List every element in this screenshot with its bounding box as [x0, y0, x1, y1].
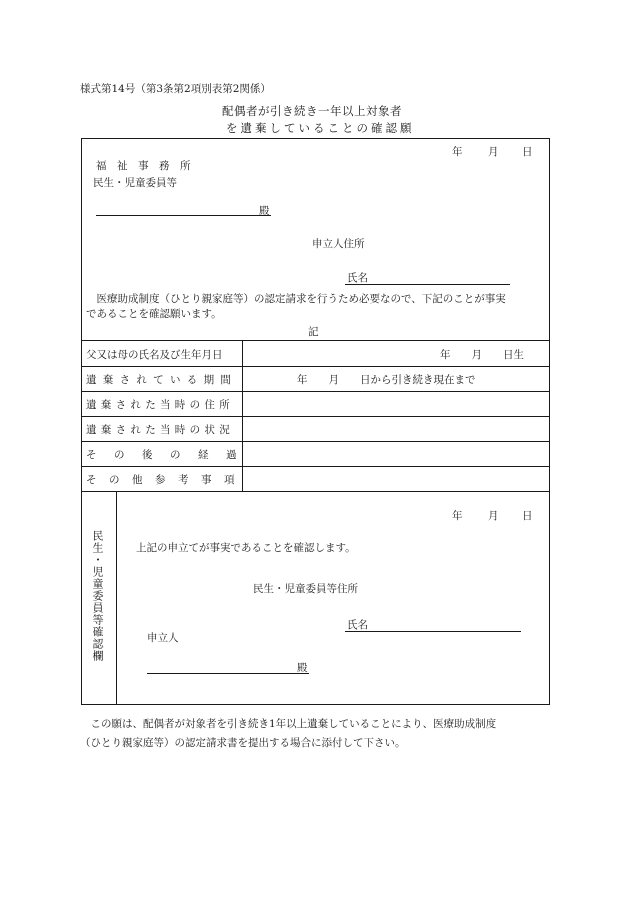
form-title-line2: を遺棄していることの確認願	[226, 121, 415, 135]
row-divider	[81, 366, 550, 367]
box-right-border	[549, 138, 550, 705]
commissioner-name-field[interactable]	[345, 617, 521, 632]
confirm-applicant-name-field[interactable]	[147, 659, 309, 674]
table-bottom-border	[81, 491, 550, 492]
applicant-address-label: 申立人住所	[312, 238, 365, 250]
date-day: 日	[522, 146, 533, 158]
confirm-honorific: 殿	[297, 662, 308, 674]
footer-note-line2: （ひとり親家庭等）の認定請求書を提出する場合に添付して下さい。	[80, 737, 406, 749]
addressee-honorific: 殿	[259, 205, 270, 217]
row-progress-label: その後の経過	[86, 449, 254, 461]
confirm-statement: 上記の申立てが事実であることを確認します。	[136, 542, 356, 554]
confirm-side-label: 民生・児童委員等確認欄	[91, 530, 104, 662]
confirm-applicant-label: 申立人	[147, 632, 179, 644]
form-title-line1: 配偶者が引き続き一年以上対象者	[222, 104, 402, 118]
addressee-welfare-office: 福 祉 事 務 所	[96, 160, 191, 172]
confirm-date-day: 日	[522, 510, 533, 522]
column-divider	[242, 340, 243, 491]
date-month: 月	[488, 146, 499, 158]
row-abandon-period-value[interactable]: 年 月 日から引き続き現在まで	[297, 374, 476, 386]
commissioner-name-label: 氏名	[347, 619, 368, 631]
row-divider	[81, 416, 550, 417]
ki-label: 記	[308, 326, 319, 338]
confirm-date-year: 年	[452, 510, 463, 522]
applicant-name-label: 氏名	[347, 272, 368, 284]
row-other-label: その他参考事項	[86, 474, 247, 486]
row-parent-name-label: 父又は母の氏名及び生年月日	[86, 349, 223, 361]
date-year: 年	[452, 146, 463, 158]
box-bottom-border	[81, 704, 550, 705]
row-divider	[81, 391, 550, 392]
confirm-date-month: 月	[488, 510, 499, 522]
confirm-side-divider	[116, 491, 117, 704]
box-top-border	[81, 138, 550, 139]
row-address-label: 遺棄された当時の住所	[86, 399, 234, 411]
addressee-name-field[interactable]	[96, 201, 271, 216]
row-situation-label: 遺棄された当時の状況	[86, 424, 234, 436]
applicant-name-field[interactable]	[345, 270, 510, 285]
row-parent-name-value[interactable]: 年 月 日生	[440, 349, 524, 361]
row-abandon-period-label: 遺棄されている期間	[86, 374, 238, 386]
addressee-commissioner: 民生・児童委員等	[93, 177, 177, 189]
row-divider	[81, 441, 550, 442]
request-text-line1: 医療助成制度（ひとり親家庭等）の認定請求を行うため必要なので、下記のことが事実	[86, 293, 506, 305]
form-number: 様式第14号（第3条第2項別表第2関係）	[80, 83, 271, 95]
box-left-border	[81, 138, 82, 705]
request-text-line2: であることを確認願います。	[86, 308, 222, 320]
commissioner-address-label: 民生・児童委員等住所	[253, 583, 358, 595]
table-top-border	[81, 340, 550, 341]
footer-note-line1: この願は、配偶者が対象者を引き続き1年以上遺棄していることにより、医療助成制度	[80, 718, 497, 730]
row-divider	[81, 466, 550, 467]
